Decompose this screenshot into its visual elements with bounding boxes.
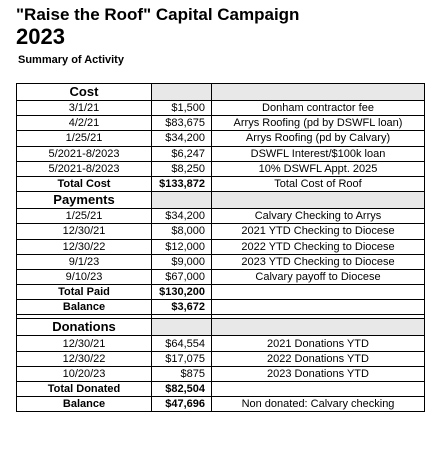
row-amount: $17,075 <box>152 351 212 366</box>
donations-balance-label: Balance <box>17 397 152 412</box>
row-date: 12/30/21 <box>17 336 152 351</box>
cost-section-header <box>17 84 425 101</box>
row-amount: $8,000 <box>152 224 212 239</box>
row-amount: $12,000 <box>152 239 212 254</box>
donations-header: Donations <box>17 319 152 336</box>
row-date: 5/2021-8/2023 <box>17 146 152 161</box>
table-row <box>17 209 425 224</box>
row-description: 2021 YTD Checking to Diocese <box>212 224 425 239</box>
row-amount: $34,200 <box>152 131 212 146</box>
payments-balance-row <box>17 300 425 315</box>
row-description: Donham contractor fee <box>212 101 425 116</box>
payments-balance-amount: $3,672 <box>152 300 212 315</box>
payments-header: Payments <box>17 192 152 209</box>
row-amount: $1,500 <box>152 101 212 116</box>
row-description: Calvary Checking to Arrys <box>212 209 425 224</box>
table-row <box>17 254 425 269</box>
row-description: 2023 Donations YTD <box>212 366 425 381</box>
row-amount: $64,554 <box>152 336 212 351</box>
payments-balance-label: Balance <box>17 300 152 315</box>
total-cost-description: Total Cost of Roof <box>212 176 425 191</box>
row-amount: $6,247 <box>152 146 212 161</box>
table-row <box>17 146 425 161</box>
table-row <box>17 366 425 381</box>
summary-subtitle: Summary of Activity <box>18 54 124 66</box>
row-date: 12/30/22 <box>17 351 152 366</box>
row-date: 5/2021-8/2023 <box>17 161 152 176</box>
row-amount: $34,200 <box>152 209 212 224</box>
total-donated-amount: $82,504 <box>152 382 212 397</box>
row-date: 3/1/21 <box>17 101 152 116</box>
row-description: 2021 Donations YTD <box>212 336 425 351</box>
campaign-title: "Raise the Roof" Capital Campaign <box>16 5 300 24</box>
cost-header: Cost <box>17 84 152 101</box>
table-row <box>17 131 425 146</box>
row-date: 12/30/22 <box>17 239 152 254</box>
total-donated-row <box>17 382 425 397</box>
total-paid-amount: $130,200 <box>152 285 212 300</box>
donations-balance-amount: $47,696 <box>152 397 212 412</box>
row-description: 2022 Donations YTD <box>212 351 425 366</box>
table-row <box>17 101 425 116</box>
row-date: 1/25/21 <box>17 209 152 224</box>
table-row <box>17 239 425 254</box>
total-donated-label: Total Donated <box>17 382 152 397</box>
total-cost-label: Total Cost <box>17 176 152 191</box>
total-paid-row <box>17 285 425 300</box>
total-cost-row <box>17 176 425 191</box>
donations-balance-row <box>17 397 425 412</box>
row-amount: $83,675 <box>152 116 212 131</box>
row-date: 9/10/23 <box>17 269 152 284</box>
row-date: 12/30/21 <box>17 224 152 239</box>
donations-section-header <box>17 319 425 336</box>
row-description: 10% DSWFL Appt. 2025 <box>212 161 425 176</box>
table-row <box>17 224 425 239</box>
activity-table <box>16 83 425 412</box>
row-amount: $875 <box>152 366 212 381</box>
row-date: 9/1/23 <box>17 254 152 269</box>
campaign-year: 2023 <box>16 24 65 49</box>
table-row <box>17 161 425 176</box>
table-row <box>17 269 425 284</box>
table-row <box>17 336 425 351</box>
row-date: 4/2/21 <box>17 116 152 131</box>
row-description: 2022 YTD Checking to Diocese <box>212 239 425 254</box>
row-description: Arrys Roofing (pd by Calvary) <box>212 131 425 146</box>
row-description: 2023 YTD Checking to Diocese <box>212 254 425 269</box>
row-date: 10/20/23 <box>17 366 152 381</box>
row-amount: $8,250 <box>152 161 212 176</box>
payments-section-header <box>17 192 425 209</box>
row-amount: $67,000 <box>152 269 212 284</box>
row-description: DSWFL Interest/$100k loan <box>212 146 425 161</box>
row-date: 1/25/21 <box>17 131 152 146</box>
row-description: Calvary payoff to Diocese <box>212 269 425 284</box>
total-cost-amount: $133,872 <box>152 176 212 191</box>
table-row <box>17 351 425 366</box>
row-amount: $9,000 <box>152 254 212 269</box>
total-paid-label: Total Paid <box>17 285 152 300</box>
table-row <box>17 116 425 131</box>
donations-balance-description: Non donated: Calvary checking <box>212 397 425 412</box>
row-description: Arrys Roofing (pd by DSWFL loan) <box>212 116 425 131</box>
